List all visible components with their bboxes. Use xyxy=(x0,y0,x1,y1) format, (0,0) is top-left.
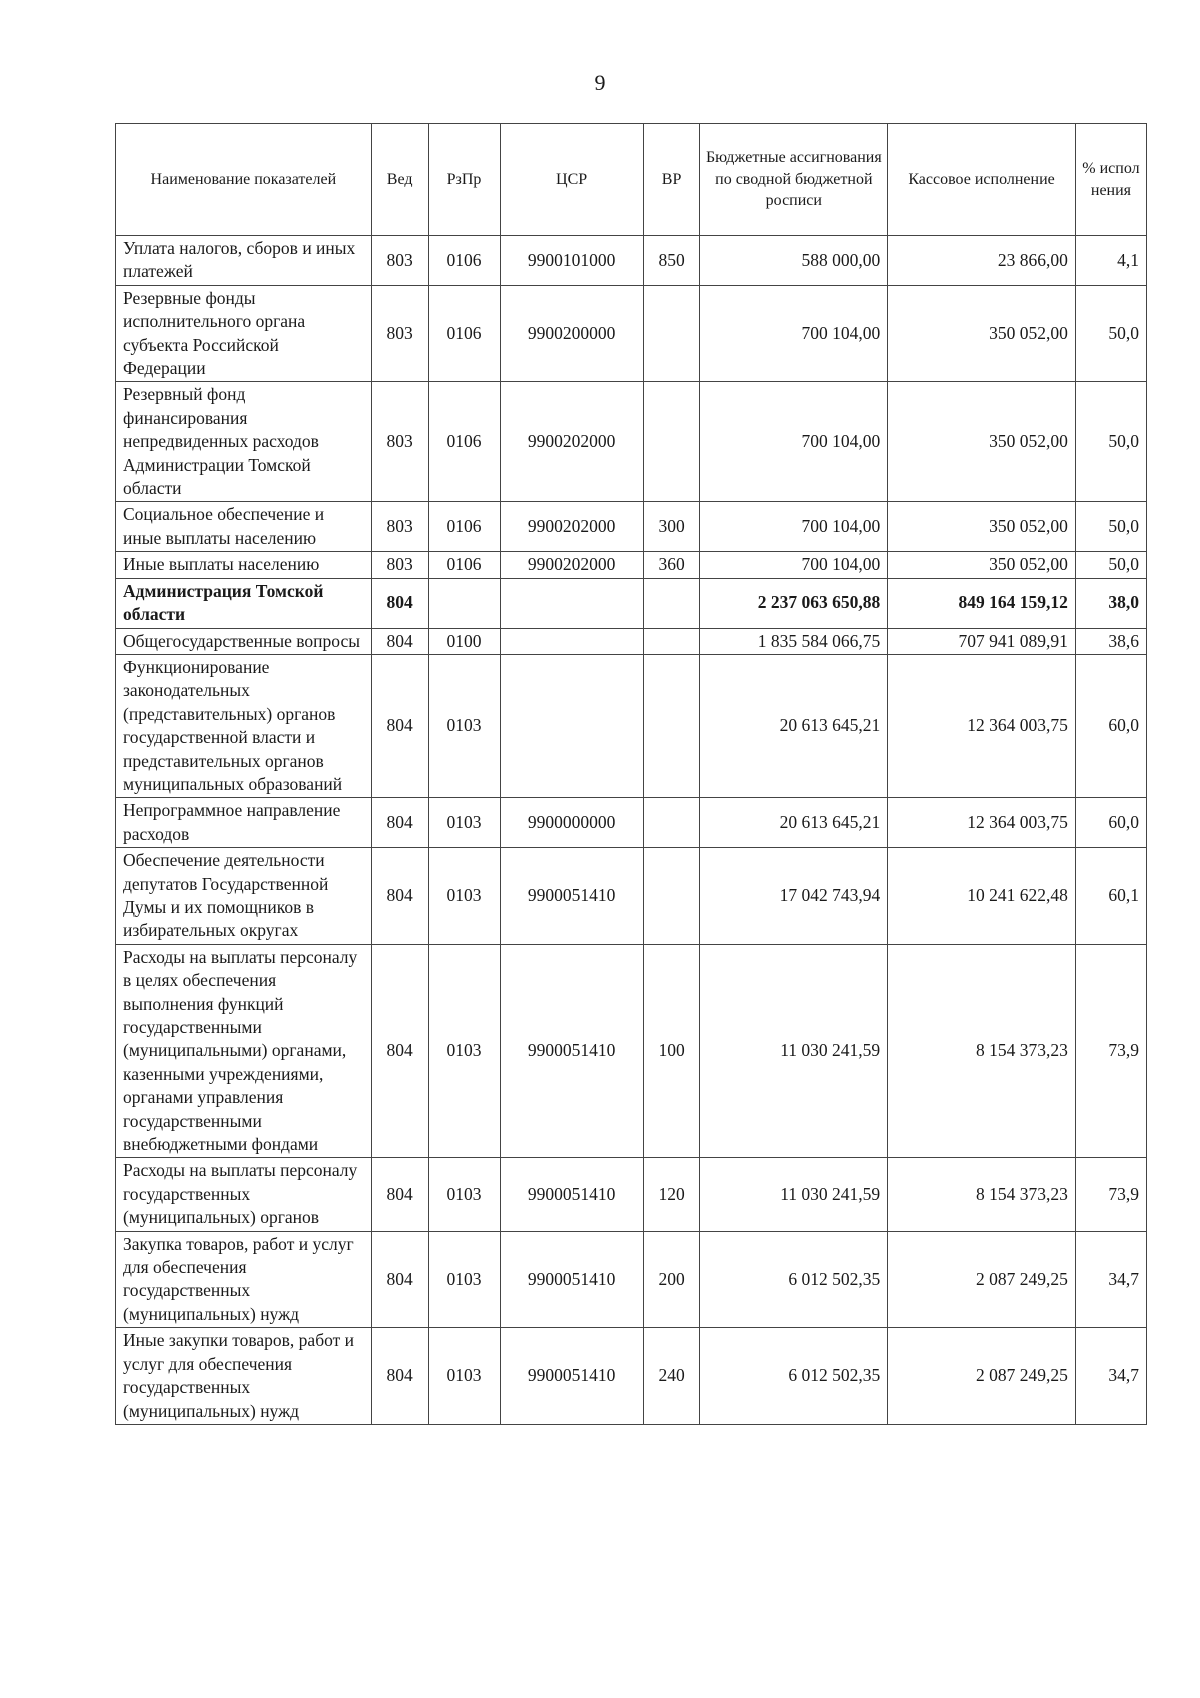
row-budget-assignments: 11 030 241,59 xyxy=(700,1158,888,1231)
row-indicator-name: Непрограммное направление расходов xyxy=(116,798,372,848)
row-cash-execution: 2 087 249,25 xyxy=(888,1328,1076,1425)
row-rzpr: 0106 xyxy=(428,502,500,552)
row-indicator-name: Расходы на выплаты персоналу в целях обеспечения выполнения функций государственными (муниципальными) органами, казенными учреждениями, органами управления государственными внебюджетными фондами xyxy=(116,944,372,1158)
row-execution-percent: 34,7 xyxy=(1075,1231,1146,1328)
row-csr: 9900202000 xyxy=(500,502,643,552)
row-budget-assignments: 588 000,00 xyxy=(700,236,888,286)
row-cash-execution: 350 052,00 xyxy=(888,502,1076,552)
header-indicator-name: Наименование показателей xyxy=(116,124,372,236)
row-cash-execution: 707 941 089,91 xyxy=(888,628,1076,654)
row-budget-assignments: 700 104,00 xyxy=(700,502,888,552)
row-indicator-name: Администрация Томской области xyxy=(116,578,372,628)
row-indicator-name: Расходы на выплаты персоналу государственных (муниципальных) органов xyxy=(116,1158,372,1231)
table-row xyxy=(116,1158,1147,1231)
row-csr: 9900051410 xyxy=(500,1328,643,1425)
row-execution-percent: 38,6 xyxy=(1075,628,1146,654)
row-budget-assignments: 700 104,00 xyxy=(700,382,888,502)
row-budget-assignments: 20 613 645,21 xyxy=(700,798,888,848)
row-cash-execution: 350 052,00 xyxy=(888,382,1076,502)
row-execution-percent: 50,0 xyxy=(1075,285,1146,382)
row-execution-percent: 4,1 xyxy=(1075,236,1146,286)
row-execution-percent: 60,0 xyxy=(1075,654,1146,797)
page-number: 9 xyxy=(594,70,606,95)
table-row xyxy=(116,654,1147,797)
row-vr: 240 xyxy=(643,1328,700,1425)
row-ved: 804 xyxy=(371,628,428,654)
row-vr: 300 xyxy=(643,502,700,552)
row-budget-assignments: 6 012 502,35 xyxy=(700,1328,888,1425)
row-indicator-name: Иные выплаты населению xyxy=(116,552,372,578)
row-cash-execution: 12 364 003,75 xyxy=(888,654,1076,797)
row-ved: 804 xyxy=(371,1158,428,1231)
row-ved: 803 xyxy=(371,285,428,382)
row-rzpr: 0106 xyxy=(428,285,500,382)
row-rzpr: 0106 xyxy=(428,552,500,578)
row-execution-percent: 73,9 xyxy=(1075,944,1146,1158)
table-row xyxy=(116,552,1147,578)
row-rzpr: 0106 xyxy=(428,236,500,286)
row-ved: 804 xyxy=(371,1231,428,1328)
row-ved: 803 xyxy=(371,552,428,578)
row-rzpr: 0100 xyxy=(428,628,500,654)
row-vr: 100 xyxy=(643,944,700,1158)
row-vr xyxy=(643,654,700,797)
row-execution-percent: 60,0 xyxy=(1075,798,1146,848)
row-ved: 804 xyxy=(371,944,428,1158)
header-budget-assignments: Бюджетные ассигнования по сводной бюджетной росписи xyxy=(700,124,888,236)
row-indicator-name: Социальное обеспечение и иные выплаты населению xyxy=(116,502,372,552)
row-cash-execution: 849 164 159,12 xyxy=(888,578,1076,628)
header-vr: ВР xyxy=(643,124,700,236)
row-rzpr: 0103 xyxy=(428,1328,500,1425)
row-rzpr: 0106 xyxy=(428,382,500,502)
row-budget-assignments: 20 613 645,21 xyxy=(700,654,888,797)
row-ved: 803 xyxy=(371,382,428,502)
row-budget-assignments: 11 030 241,59 xyxy=(700,944,888,1158)
row-indicator-name: Резервный фонд финансирования непредвиденных расходов Администрации Томской области xyxy=(116,382,372,502)
row-rzpr xyxy=(428,578,500,628)
row-csr xyxy=(500,628,643,654)
row-budget-assignments: 700 104,00 xyxy=(700,552,888,578)
row-rzpr: 0103 xyxy=(428,1158,500,1231)
row-vr: 200 xyxy=(643,1231,700,1328)
row-csr: 9900101000 xyxy=(500,236,643,286)
row-cash-execution: 10 241 622,48 xyxy=(888,848,1076,945)
row-vr xyxy=(643,578,700,628)
row-cash-execution: 8 154 373,23 xyxy=(888,944,1076,1158)
row-csr xyxy=(500,578,643,628)
table-row xyxy=(116,236,1147,286)
table-row xyxy=(116,578,1147,628)
row-ved: 804 xyxy=(371,798,428,848)
row-rzpr: 0103 xyxy=(428,1231,500,1328)
row-vr xyxy=(643,382,700,502)
row-vr: 120 xyxy=(643,1158,700,1231)
row-csr: 9900051410 xyxy=(500,944,643,1158)
row-vr: 850 xyxy=(643,236,700,286)
header-cash-execution: Кассовое исполнение xyxy=(888,124,1076,236)
row-csr: 9900051410 xyxy=(500,1231,643,1328)
row-cash-execution: 12 364 003,75 xyxy=(888,798,1076,848)
header-ved: Вед xyxy=(371,124,428,236)
header-csr: ЦСР xyxy=(500,124,643,236)
row-indicator-name: Общегосударственные вопросы xyxy=(116,628,372,654)
table-row xyxy=(116,502,1147,552)
row-ved: 804 xyxy=(371,578,428,628)
header-rzpr: РзПр xyxy=(428,124,500,236)
row-csr: 9900000000 xyxy=(500,798,643,848)
row-execution-percent: 34,7 xyxy=(1075,1328,1146,1425)
table-body xyxy=(116,236,1147,1425)
row-csr: 9900200000 xyxy=(500,285,643,382)
row-indicator-name: Резервные фонды исполнительного органа субъекта Российской Федерации xyxy=(116,285,372,382)
row-budget-assignments: 6 012 502,35 xyxy=(700,1231,888,1328)
row-budget-assignments: 2 237 063 650,88 xyxy=(700,578,888,628)
row-cash-execution: 350 052,00 xyxy=(888,285,1076,382)
row-indicator-name: Уплата налогов, сборов и иных платежей xyxy=(116,236,372,286)
row-vr xyxy=(643,285,700,382)
row-rzpr: 0103 xyxy=(428,654,500,797)
table-row xyxy=(116,1231,1147,1328)
row-ved: 803 xyxy=(371,502,428,552)
row-csr: 9900051410 xyxy=(500,1158,643,1231)
row-indicator-name: Обеспечение деятельности депутатов Государственной Думы и их помощников в избирательных округах xyxy=(116,848,372,945)
table-row xyxy=(116,1328,1147,1425)
row-cash-execution: 8 154 373,23 xyxy=(888,1158,1076,1231)
row-execution-percent: 50,0 xyxy=(1075,552,1146,578)
table-row xyxy=(116,798,1147,848)
row-budget-assignments: 700 104,00 xyxy=(700,285,888,382)
table-row xyxy=(116,285,1147,382)
row-execution-percent: 73,9 xyxy=(1075,1158,1146,1231)
row-ved: 804 xyxy=(371,654,428,797)
row-csr xyxy=(500,654,643,797)
row-ved: 804 xyxy=(371,1328,428,1425)
row-rzpr: 0103 xyxy=(428,944,500,1158)
budget-execution-table xyxy=(115,123,1147,1425)
table-header-row xyxy=(116,124,1147,236)
row-budget-assignments: 17 042 743,94 xyxy=(700,848,888,945)
table-row xyxy=(116,944,1147,1158)
row-cash-execution: 2 087 249,25 xyxy=(888,1231,1076,1328)
table-row xyxy=(116,382,1147,502)
row-rzpr: 0103 xyxy=(428,848,500,945)
row-execution-percent: 50,0 xyxy=(1075,382,1146,502)
header-execution-percent: % испол нения xyxy=(1075,124,1146,236)
row-vr xyxy=(643,628,700,654)
row-indicator-name: Иные закупки товаров, работ и услуг для обеспечения государственных (муниципальных) нужд xyxy=(116,1328,372,1425)
row-csr: 9900202000 xyxy=(500,552,643,578)
row-csr: 9900202000 xyxy=(500,382,643,502)
row-budget-assignments: 1 835 584 066,75 xyxy=(700,628,888,654)
row-execution-percent: 60,1 xyxy=(1075,848,1146,945)
table-row xyxy=(116,628,1147,654)
row-vr xyxy=(643,848,700,945)
row-ved: 803 xyxy=(371,236,428,286)
table-row xyxy=(116,848,1147,945)
row-ved: 804 xyxy=(371,848,428,945)
row-cash-execution: 350 052,00 xyxy=(888,552,1076,578)
row-csr: 9900051410 xyxy=(500,848,643,945)
row-execution-percent: 38,0 xyxy=(1075,578,1146,628)
row-rzpr: 0103 xyxy=(428,798,500,848)
row-indicator-name: Функционирование законодательных (представительных) органов государственной власти и представительных органов муниципальных образований xyxy=(116,654,372,797)
row-vr: 360 xyxy=(643,552,700,578)
row-indicator-name: Закупка товаров, работ и услуг для обеспечения государственных (муниципальных) нужд xyxy=(116,1231,372,1328)
row-execution-percent: 50,0 xyxy=(1075,502,1146,552)
row-cash-execution: 23 866,00 xyxy=(888,236,1076,286)
row-vr xyxy=(643,798,700,848)
